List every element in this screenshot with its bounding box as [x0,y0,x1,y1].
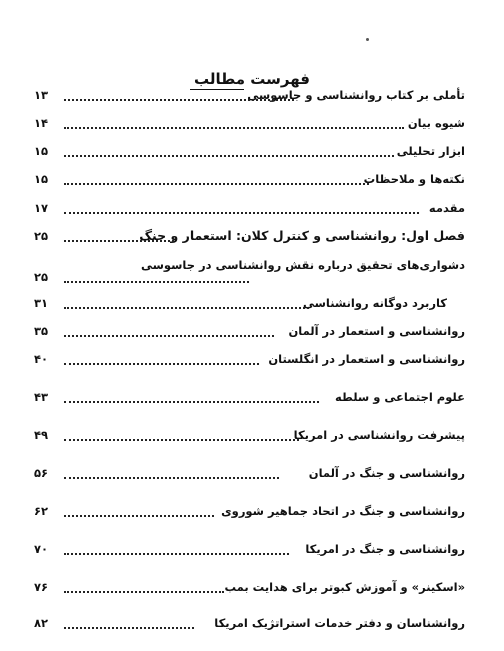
dot-leader [64,553,289,555]
toc-entry-page: ۱۵ [34,144,49,158]
toc-entry-page: ۷۰ [34,542,49,556]
dot-leader [64,99,294,101]
toc-entry[interactable] [34,197,465,217]
toc-entry-label: تأملی بر کتاب روانشناسی و جاسوسی [244,88,465,102]
toc-entry[interactable] [34,462,465,482]
toc-entry-label: کاربرد دوگانه روانشناسی [300,296,447,310]
toc-entry-label: فصل اول: روانشناسی و کنترل کلان: استعمار و جنگ [136,228,465,243]
toc-entry[interactable] [34,320,465,340]
toc-title-text: فهرست مطالب [190,70,314,90]
toc-entry[interactable] [34,254,465,286]
toc-entry-page: ۳۵ [34,324,49,338]
toc-entry-page: ۲۵ [34,270,49,284]
toc-entry-label: نکته‌ها و ملاحظات [361,172,465,186]
toc-entry[interactable] [34,386,465,406]
toc-entry-label: روانشناسی و استعمار در انگلستان [265,352,465,366]
dot-leader [64,439,299,441]
scan-mark [366,38,369,41]
toc-chapter-entry[interactable] [34,225,465,245]
toc-entry-page: ۱۳ [34,88,49,102]
dot-leader [64,127,404,129]
dot-leader [64,281,249,283]
toc-entry-page: ۳۱ [34,296,49,310]
toc-entry-page: ۴۰ [34,352,49,366]
toc-entry[interactable] [34,112,465,132]
dot-leader [64,515,214,517]
toc-entry-page: ۸۲ [34,616,49,630]
toc-entry-label: «اسکینر» و آموزش کبوتر برای هدایت بمب [221,580,465,594]
toc-entry[interactable] [34,168,465,188]
toc-entry[interactable] [34,576,465,596]
dot-leader [64,307,309,309]
toc-entry-label: علوم اجتماعی و سلطه [332,390,465,404]
dot-leader [64,155,394,157]
dot-leader [64,591,224,593]
toc-entry-page: ۴۹ [34,428,49,442]
toc-entry-label: شیوه بیان [405,116,465,130]
dot-leader [64,335,274,337]
toc-entry-page: ۲۵ [34,229,49,243]
toc-entry[interactable] [34,348,465,368]
toc-entry-page: ۶۲ [34,504,49,518]
toc-entry[interactable] [34,424,465,444]
toc-entry[interactable] [34,140,465,160]
toc-entry-label: روانشناسان و دفتر خدمات استراتژیک امریکا [211,616,465,630]
toc-entry[interactable] [34,84,465,104]
toc-entry-page: ۵۶ [34,466,49,480]
dot-leader [64,212,419,214]
dot-leader [64,401,319,403]
toc-entry-label: روانشناسی و استعمار در آلمان [285,324,465,338]
toc-entry-label: دشواری‌های تحقیق درباره نقش روانشناسی در جاسوسی [138,258,465,272]
dot-leader [64,183,369,185]
toc-entry-page: ۷۶ [34,580,49,594]
toc-entry-label: روانشناسی و جنگ در اتحاد جماهیر شوروی [218,504,465,518]
dot-leader [64,627,194,629]
toc-entry[interactable] [34,538,465,558]
toc-entry-label: مقدمه [426,201,465,215]
toc-entry-page: ۱۵ [34,172,49,186]
toc-entry-label: روانشناسی و جنگ در امریکا [302,542,465,556]
toc-entry[interactable] [34,292,465,312]
toc-entry[interactable] [34,612,465,632]
toc-entry-label: ابزار تحلیلی [394,144,465,158]
toc-entry-page: ۴۳ [34,390,49,404]
toc-entry-label: پیشرفت روانشناسی در امریکا [291,428,465,442]
dot-leader [64,240,174,242]
toc-entry-label: روانشناسی و جنگ در آلمان [306,466,465,480]
toc-entry[interactable] [34,500,465,520]
dot-leader [64,477,279,479]
dot-leader [64,363,259,365]
toc-entry-page: ۱۷ [34,201,49,215]
toc-entry-page: ۱۴ [34,116,49,130]
